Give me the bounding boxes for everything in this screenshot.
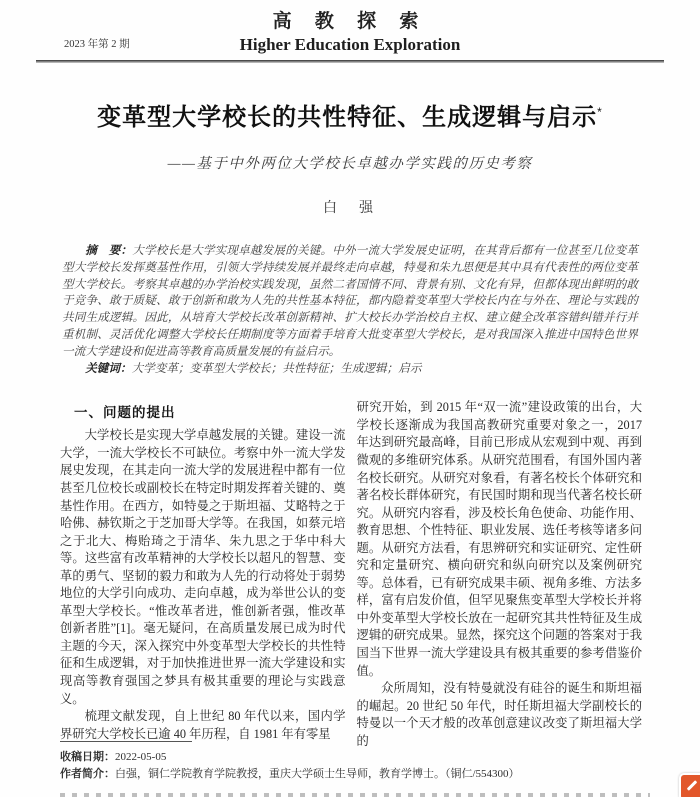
author-bio-label: 作者简介： [60,768,115,780]
keywords-label: 关键词： [85,361,132,375]
article-title [70,97,630,132]
keywords-text: 大学变革；变革型大学校长；共性特征；生成逻辑；启示 [131,361,422,375]
edit-pencil-icon[interactable] [679,773,700,797]
paragraph: 大学校长是实现大学卓越发展的关键。建设一流大学，一流大学校长不可缺位。考察中外一流大学发展史发现，在其走向一流大学的发展进程中都有一位甚至几位校长或副校长在特定时期发挥着关键的、奠基性作用。在西方，如特曼之于斯坦福、艾略特之于哈佛、赫钦斯之于芝加哥大学等。在我国，如蔡元培之于北大、梅贻琦之于清华、朱九思之于华中科大等。这些富有改革精神的大学校长以超凡的智慧、变革的勇气、坚韧的毅力和敢为人先的行动将处于弱势地位的大学引向成功、走向卓越，成为举世公认的变革型大学校长。“惟改革者进，惟创新者强，惟改革创新者胜”[1]。毫无疑问，在高质量发展已成为时代主题的今天，深入探究中外变革型大学校长的共性特征和生成逻辑，对于加快推进世界一流大学建设和实现高等教育强国之梦具有极其重要的理论与实践意义。 [60,428,346,706]
received-date-value: 2022-05-05 [115,751,167,763]
article-title-text: 变革型大学校长的共性特征、生成逻辑与启示 [97,104,598,131]
author-bio-line [60,766,642,783]
abstract-text: 大学校长是大学实现卓越发展的关键。中外一流大学发展史证明，在其背后都有一位甚至几位变革型大学校长发挥奠基性作用，引领大学持续发展并最终走向卓越，特曼和朱九思便是其中具有代表性的两位变革型大学校长。考察其卓越的办学治校实践发现，虽然二者国情不同、背景有别、文化有异，但都体现出鲜明的敢于竞争、敢于质疑、敢于创新和敢为人先的共性基本特征，都内隐着变革型大学校长内在与外在、理论与实践的共同生成逻辑。因此，从培育大学校长改革创新精神、扩大校长办学治校自主权、建立健全改革容错纠错并行并重机制、灵活优化调整大学校长任期制度等方面着手培育大批变革型大学校长，是对我国深入推进中国特色世界一流大学建设和促进高等教育高质量发展的有益启示。 [62,244,638,358]
abstract-paragraph [62,243,638,361]
paragraph: 梳理文献发现，自上世纪 80 年代以来，国内学界研究大学校长已逾 40 年历程，自 1981 年有零星 [60,709,346,741]
footnote-rule [60,741,192,742]
journal-title-en: Higher Education Exploration [239,35,461,54]
title-footnote-mark: * [597,105,603,119]
section-1-heading: 一、问题的提出 [74,405,176,421]
two-column-body [60,399,642,749]
footnote-block [60,741,642,783]
received-date-label: 收稿日期： [60,751,115,763]
abstract-block [62,243,638,377]
author-bio-text: 白强，铜仁学院教育学院教授，重庆大学硕士生导师，教育学博士。（铜仁/554300） [115,768,520,780]
cutoff-text-smudge [60,793,650,797]
issue-label: 2023 年第 2 期 [64,39,130,50]
header-rule [36,60,664,63]
journal-header [0,0,700,55]
left-column [60,399,346,749]
paragraph: 众所周知，没有特曼就没有硅谷的诞生和斯坦福的崛起。20 世纪 50 年代，时任斯坦福大学副校长的特曼以一个天才般的改革创意建议改变了斯坦福大学的 [356,681,642,748]
keywords-line [62,361,638,378]
article-subtitle: ——基于中外两位大学校长卓越办学实践的历史考察 [167,156,533,172]
received-date-line [60,749,642,766]
author-name: 白 强 [323,201,377,216]
paragraph: 研究开始，到 2015 年“双一流”建设政策的出台，大学校长逐渐成为我国高教研究重要对象之一，2017 年达到研究最高峰，目前已形成从宏观到中观、再到微观的多维研究体系。从研究范围看，有国外国内著名校长研究。从研究对象看，有著名校长个体研究和著名校长群体研究，有民国时期和现当代著名校长研究。从研究内容看，涉及校长角色使命、功能作用、教育思想、个性特征、职业发展、选任考核等诸多问题。从研究方法看，有思辨研究和实证研究、定性研究和定量研究、横向研究和纵向研究以及案例研究等。总体看，已有研究成果丰硕、视角多维、方法多样，富有启发价值，但罕见聚焦变革型大学校长并将中外变革型大学校长放在一起研究其共性特征及生成逻辑的研究成果。显然，探究这个问题的答案对于我国当下世界一流大学建设具有极其重要的参考借鉴价值。 [356,400,642,678]
journal-title-cn: 高 教 探 索 [272,11,428,32]
right-column-text [357,399,643,749]
abstract-label: 摘 要： [85,244,133,257]
left-column-text [60,427,346,743]
right-column [357,399,643,749]
